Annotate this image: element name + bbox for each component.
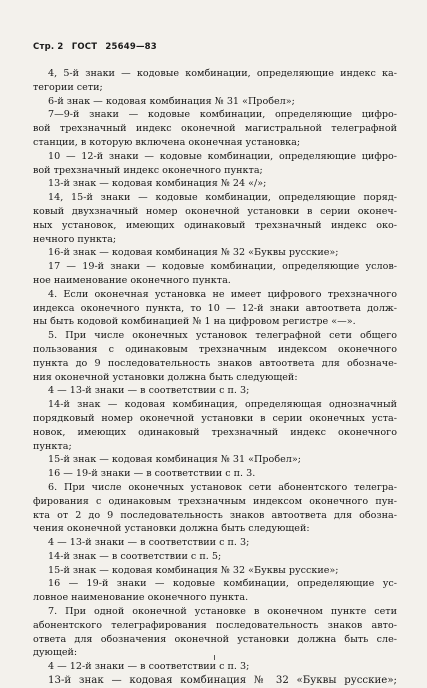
text-line: 4, 5-й знаки — кодовые комбинации, определяющие индекс ка- bbox=[48, 68, 397, 79]
text-line: дующей: bbox=[33, 647, 78, 659]
text-line: 10 — 12-й знаки — кодовые комбинации, определяющие цифро- bbox=[48, 150, 397, 162]
text-line: 17 — 19-й знаки — кодовые комбинации, определяющие услов- bbox=[48, 261, 397, 273]
text-line: 13-й знак — кодовая комбинация № 32 «Буквы русские»; bbox=[48, 675, 397, 687]
text-line: 7. При одной оконечной установке в оконечном пункте сети bbox=[48, 606, 397, 618]
text-line: пункта; bbox=[33, 440, 72, 452]
text-line: вой трехзначный индекс оконечной магистральной телеграфной bbox=[33, 123, 397, 135]
text-line: 14-й знак — кодовая комбинация, определяющая однозначный bbox=[48, 399, 397, 411]
text-line: ния оконечной установки должна быть следующей: bbox=[33, 371, 298, 383]
text-line: новок, имеющих одинаковый трехзначный индекс оконечного bbox=[33, 426, 397, 438]
text-line: ковый двухзначный номер оконечной установки в серии оконеч- bbox=[33, 205, 397, 217]
text-line: 4 — 12-й знаки — в соответствии с п. 3; bbox=[48, 661, 250, 673]
text-line: нечного пункта; bbox=[33, 233, 117, 245]
standard-number: 25649—83 bbox=[105, 42, 157, 52]
page-header bbox=[33, 42, 162, 52]
text-line: пункта до 9 последовательность знаков автоответа для обозначе- bbox=[33, 357, 397, 369]
text-line: ных установок, имеющих одинаковый трехзначный индекс око- bbox=[33, 219, 397, 231]
text-line: порядковый номер оконечной установки в серии оконечных уста- bbox=[33, 412, 397, 424]
gost-label: ГОСТ bbox=[71, 42, 98, 52]
text-line: 4 — 13-й знаки — в соответствии с п. 3; bbox=[48, 385, 250, 397]
text-line: тегории сети; bbox=[33, 81, 103, 93]
text-line: ное наименование оконечного пункта. bbox=[33, 274, 231, 286]
text-line: 4 — 13-й знаки — в соответствии с п. 3; bbox=[48, 537, 250, 549]
text-line: 6. При числе оконечных установок сети абонентского телегра- bbox=[48, 481, 397, 493]
text-line: пользования с одинаковым трехзначным индексом оконечного bbox=[33, 343, 397, 355]
text-line: 7—9-й знаки — кодовые комбинации, определяющие цифро- bbox=[48, 109, 397, 121]
document-body bbox=[33, 67, 397, 688]
text-line: фирования с одинаковым трехзначным индексом оконечного пун- bbox=[33, 495, 397, 507]
text-line: 6-й знак — кодовая комбинация № 31 «Пробел»; bbox=[48, 95, 295, 107]
text-line: 5. При числе оконечных установок телеграфной сети общего bbox=[48, 330, 397, 342]
text-line: 16 — 19-й знаки — кодовые комбинации, определяющие ус- bbox=[48, 578, 397, 590]
text-line: 14, 15-й знаки — кодовые комбинации, определяющие поряд- bbox=[48, 192, 397, 204]
text-line: кта от 2 до 9 последовательность знаков автоответа для обозна- bbox=[33, 509, 397, 521]
text-line: 4. Если оконечная установка не имеет цифрового трехзначного bbox=[48, 288, 397, 300]
text-line: вой трехзначный индекс оконечного пункта; bbox=[33, 164, 263, 176]
scan-mark bbox=[214, 655, 215, 660]
text-line: 15-й знак — кодовая комбинация № 31 «Пробел»; bbox=[48, 454, 301, 466]
text-line: чения оконечной установки должна быть следующей: bbox=[33, 523, 310, 535]
text-line: станции, в которую включена оконечная установка; bbox=[33, 136, 301, 148]
text-line: 14-й знак — в соответствии с п. 5; bbox=[48, 550, 222, 562]
text-line: ответа для обозначения оконечной установки должна быть сле- bbox=[33, 633, 397, 645]
text-line: 16 — 19-й знаки — в соответствии с п. 3. bbox=[48, 468, 256, 480]
text-line: индекса оконечного пункта, то 10 — 12-й знаки автоответа долж- bbox=[33, 302, 397, 314]
text-line: 16-й знак — кодовая комбинация № 32 «Буквы русские»; bbox=[48, 247, 339, 259]
text-line: ловное наименование оконечного пункта. bbox=[33, 592, 249, 604]
text-line: 15-й знак — кодовая комбинация № 32 «Буквы русские»; bbox=[48, 564, 339, 576]
text-line: ны быть кодовой комбинацией № 1 на цифровом регистре «—». bbox=[33, 316, 356, 328]
page-number: Стр. 2 bbox=[33, 42, 64, 52]
text-line: 13-й знак — кодовая комбинация № 24 «/»; bbox=[48, 178, 267, 190]
text-line: абонентского телеграфирования последовательность знаков авто- bbox=[33, 619, 397, 631]
